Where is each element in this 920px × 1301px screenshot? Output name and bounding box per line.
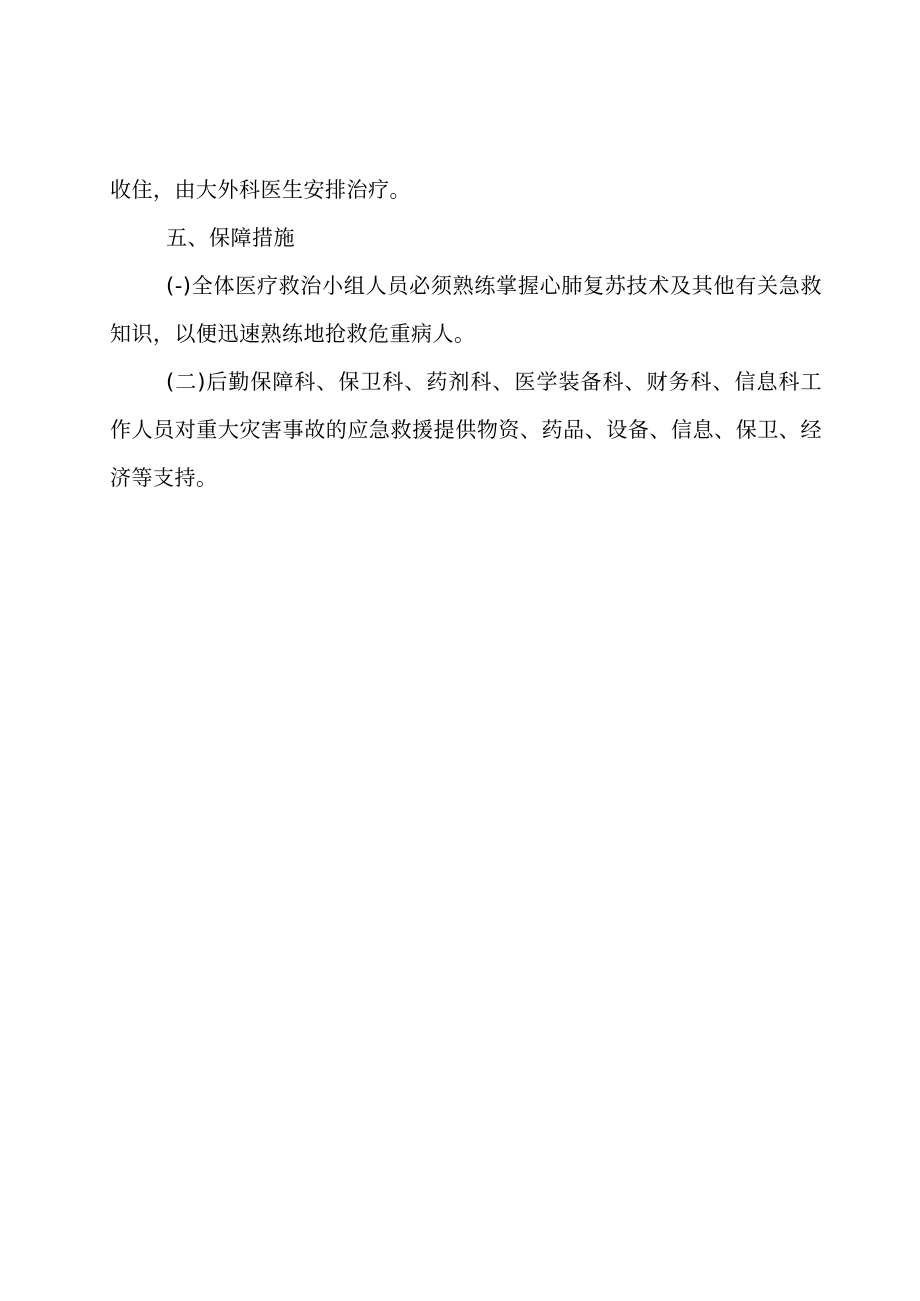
paragraph-measure-2: (二)后勤保障科、保卫科、药剂科、医学装备科、财务科、信息科工作人员对重大灾害事故的应急救援提供物资、药品、设备、信息、保卫、经济等支持。 [110,370,822,490]
section-heading-safeguard-measures: 五、保障措施 [166,226,295,250]
paragraph-continuation: 收住，由大外科医生安排治疗。 [110,178,411,202]
document-body [110,166,822,502]
paragraph-measure-1: (-)全体医疗救治小组人员必须熟练掌握心肺复苏技术及其他有关急救知识，以便迅速熟练地抢救危重病人。 [110,274,822,346]
